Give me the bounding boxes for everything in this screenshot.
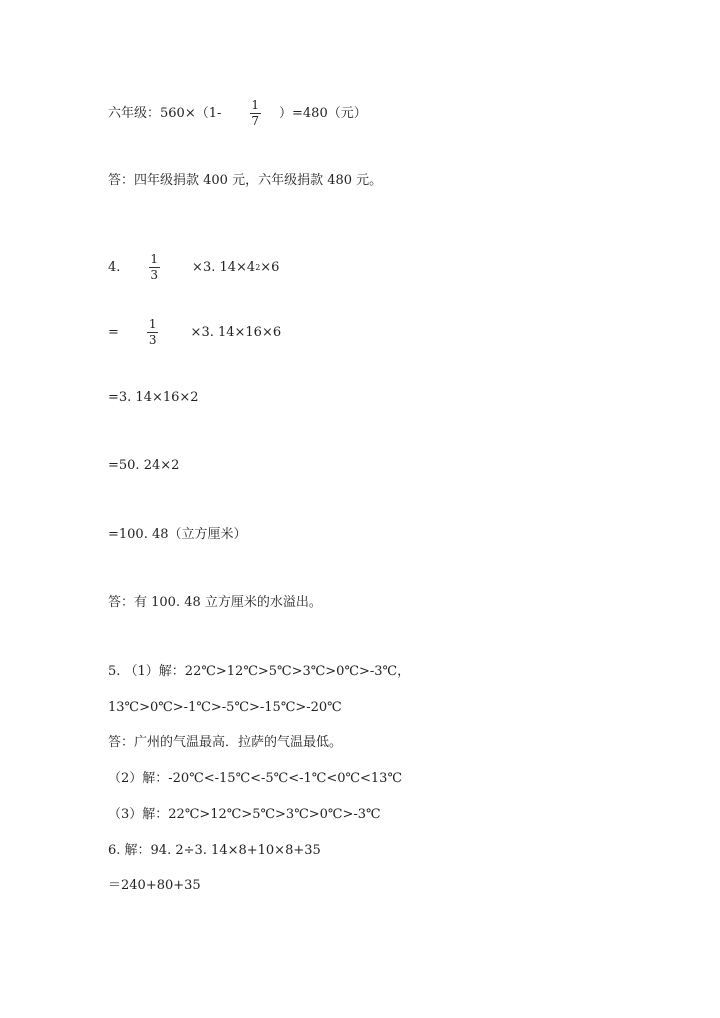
fraction-one-third xyxy=(147,318,159,347)
line-text-suffix: ）=480（元） xyxy=(279,105,367,121)
problem-5-part-2 xyxy=(108,770,402,788)
solution-line-grade6 xyxy=(108,99,367,128)
line-text-prefix: 六年级：560×（1- xyxy=(108,105,222,121)
problem-4-result xyxy=(108,526,247,544)
problem-4-step-1 xyxy=(108,318,281,347)
answer-text: 答：四年级捐款 400 元，六年级捐款 480 元。 xyxy=(108,173,383,188)
fraction-denominator: 3 xyxy=(150,268,159,282)
problem-5-part-1 xyxy=(108,663,410,681)
fraction-numerator: 1 xyxy=(150,252,159,266)
step-text: 5. （1）解：22℃>12℃>5℃>3℃>0℃>-3℃， xyxy=(108,664,411,679)
step-text: =3. 14×16×2 xyxy=(108,390,199,405)
step-text: =100. 48（立方厘米） xyxy=(108,527,247,542)
fraction-numerator: 1 xyxy=(148,317,157,331)
fraction-one-third xyxy=(148,253,160,282)
answer-text: 答：有 100. 48 立方厘米的水溢出。 xyxy=(108,595,322,610)
expression-text: ×3. 14×16×6 xyxy=(190,324,282,340)
fraction-denominator: 3 xyxy=(148,333,157,347)
step-text: =50. 24×2 xyxy=(108,458,180,473)
expression-text-tail: ×6 xyxy=(260,259,280,275)
problem-4-expression: 4. $\frac{1}{3}$ ×3. 14×4 2 ×6 xyxy=(108,252,280,282)
step-text: （3）解：22℃>12℃>5℃>3℃>0℃>-3℃ xyxy=(108,807,381,822)
answer-text: 答：广州的气温最高．拉萨的气温最低。 xyxy=(108,735,343,750)
answer-temperature xyxy=(108,734,342,752)
fraction-numerator: 1 xyxy=(251,98,260,112)
fraction-denominator: 7 xyxy=(251,114,260,128)
problem-4-step-3 xyxy=(108,457,179,475)
step-text: ＝240+80+35 xyxy=(108,878,201,893)
step-text: 6. 解：94. 2÷3. 14×8+10×8+35 xyxy=(108,843,321,858)
answer-donation xyxy=(108,172,382,190)
equals-sign: = xyxy=(108,324,119,340)
expression-text: ×3. 14×4 xyxy=(192,259,256,275)
answer-overflow xyxy=(108,594,322,612)
problem-5-part-1-continued xyxy=(108,699,342,717)
step-text: 13℃>0℃>-1℃>-5℃>-15℃>-20℃ xyxy=(108,700,342,715)
problem-6-step-1 xyxy=(108,877,201,895)
problem-6-expression xyxy=(108,842,321,860)
step-text: （2）解：-20℃<-15℃<-5℃<-1℃<0℃<13℃ xyxy=(108,771,402,786)
fraction-one-seventh xyxy=(249,99,261,128)
problem-number: 4. xyxy=(108,259,121,275)
problem-5-part-3 xyxy=(108,806,381,824)
problem-4-step-2 xyxy=(108,389,199,407)
